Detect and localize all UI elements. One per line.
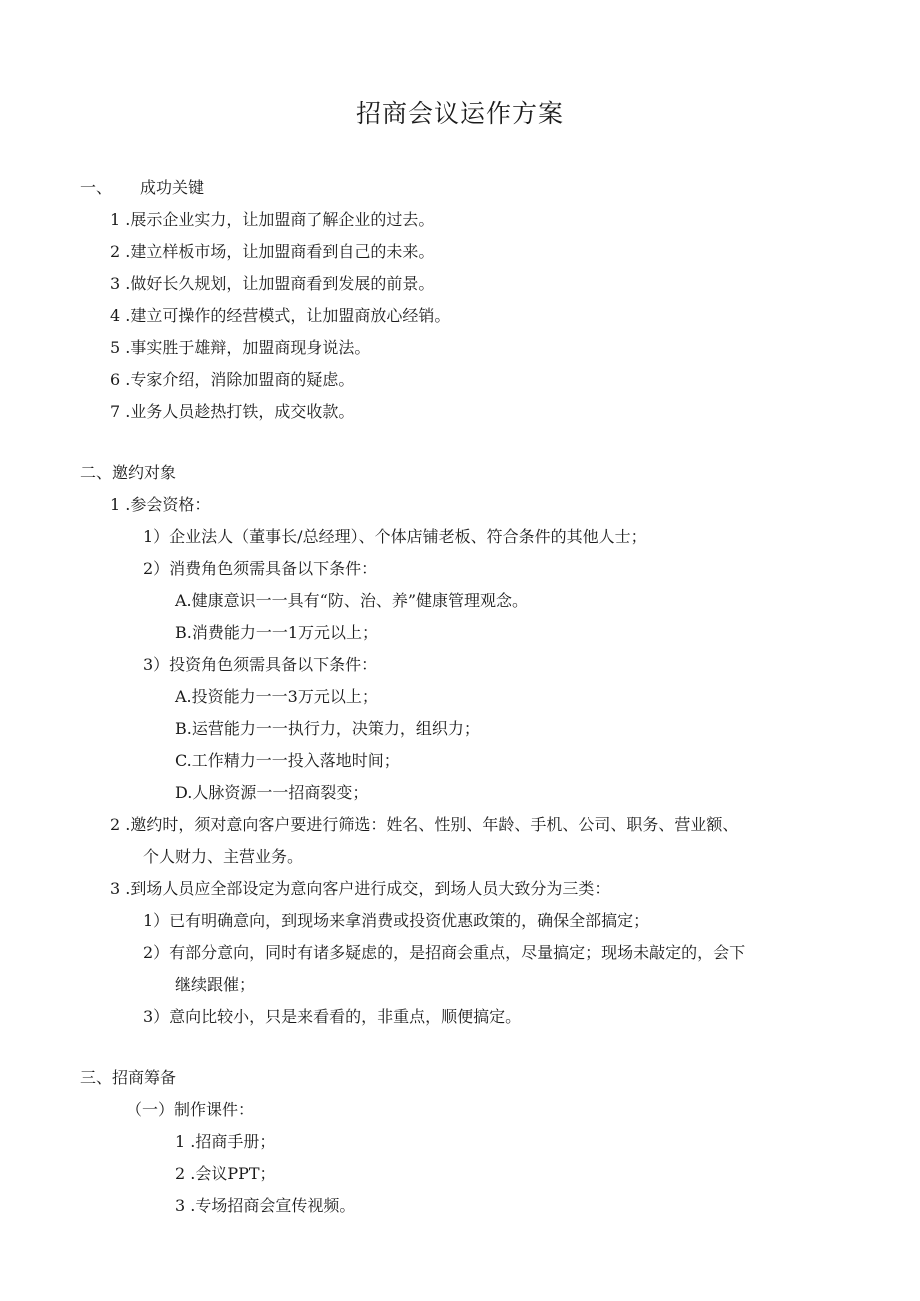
section1-heading-text: 成功关键 xyxy=(140,178,205,197)
section1-item-3: 3 .做好长久规划，让加盟商看到发展的前景。 xyxy=(110,274,435,293)
section2-item-3-sub-2-line-1: 2）有部分意向，同时有诸多疑虑的，是招商会重点，尽量搞定；现场未敲定的，会下 xyxy=(143,943,746,962)
section1-heading-number: 一、 xyxy=(80,178,113,197)
section2-item-1-sub-3-c: C.工作精力一一投入落地时间； xyxy=(175,751,400,770)
section2-heading: 二、邀约对象 xyxy=(80,463,177,482)
section2-item-1-sub-3: 3）投资角色须需具备以下条件： xyxy=(143,655,378,674)
section2-item-1-sub-2-a: A.健康意识一一具有“防、治、养”健康管理观念。 xyxy=(175,591,529,610)
section2-item-1-sub-3-d: D.人脉资源一一招商裂变； xyxy=(175,783,369,802)
section2-item-3-sub-3: 3）意向比较小，只是来看看的，非重点，顺便搞定。 xyxy=(143,1007,522,1026)
section3-sub-1-item-2: 2 .会议PPT； xyxy=(175,1164,276,1183)
section2-item-1-sub-2: 2）消费角色须需具备以下条件： xyxy=(143,559,378,578)
section3-sub-1-item-1: 1 .招商手册； xyxy=(175,1132,276,1151)
section1-item-2: 2 .建立样板市场，让加盟商看到自己的未来。 xyxy=(110,242,435,261)
section2-item-2-line-2: 个人财力、主营业务。 xyxy=(143,847,304,866)
section2-item-1: 1 .参会资格： xyxy=(110,495,211,514)
section2-item-3: 3 .到场人员应全部设定为意向客户进行成交，到场人员大致分为三类： xyxy=(110,879,611,898)
section3-heading: 三、招商筹备 xyxy=(80,1068,177,1087)
section1-item-5: 5 .事实胜于雄辩，加盟商现身说法。 xyxy=(110,338,371,357)
section1-item-7: 7 .业务人员趁热打铁，成交收款。 xyxy=(110,402,355,421)
section2-item-1-sub-3-b: B.运营能力一一执行力，决策力，组织力； xyxy=(175,719,480,738)
section3-sub-1: （一）制作课件： xyxy=(126,1100,255,1119)
section2-item-3-sub-1: 1）已有明确意向，到现场来拿消费或投资优惠政策的，确保全部搞定； xyxy=(143,911,650,930)
page-title: 招商会议运作方案 xyxy=(355,99,564,128)
section1-item-6: 6 .专家介绍，消除加盟商的疑虑。 xyxy=(110,370,355,389)
section1-item-4: 4 .建立可操作的经营模式，让加盟商放心经销。 xyxy=(110,306,451,325)
section2-item-1-sub-3-a: A.投资能力一一3万元以上； xyxy=(175,687,378,706)
section2-item-1-sub-1: 1）企业法人（董事长/总经理）、个体店铺老板、符合条件的其他人士； xyxy=(143,527,647,546)
section2-item-2-line-1: 2 .邀约时，须对意向客户要进行筛选：姓名、性别、年龄、手机、公司、职务、营业额、 xyxy=(110,815,739,834)
section2-item-1-sub-2-b: B.消费能力一一1万元以上； xyxy=(175,623,379,642)
section3-sub-1-item-3: 3 .专场招商会宣传视频。 xyxy=(175,1196,356,1215)
section1-item-1: 1 .展示企业实力，让加盟商了解企业的过去。 xyxy=(110,210,435,229)
section1-heading xyxy=(80,176,204,200)
section2-item-3-sub-2-line-2: 继续跟催； xyxy=(175,975,256,994)
